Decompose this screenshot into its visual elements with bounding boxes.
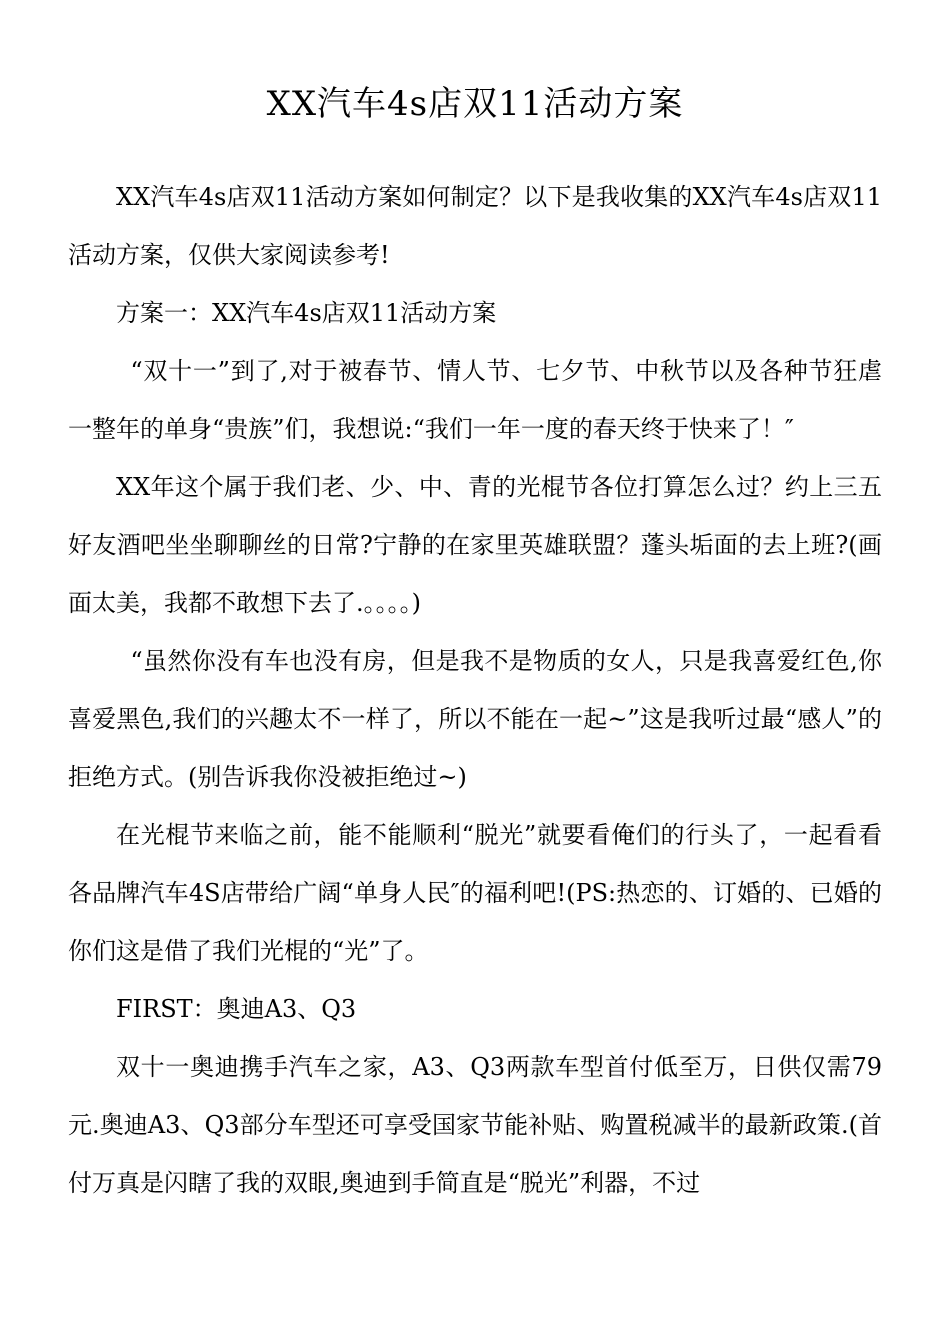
paragraph-singles-day-plans: XX年这个属于我们老、少、中、青的光棍节各位打算怎么过？约上三五好友酒吧坐坐聊聊丝的日常?宁静的在家里英雄联盟？蓬头垢面的去上班?(画面太美，我都不敢想下去了.。。。。) [68, 473, 882, 617]
document-title: XX汽车4s店双11活动方案 [266, 84, 684, 124]
document-body [68, 168, 882, 1212]
paragraph-double-eleven: “双十一”到了,对于被春节、情人节、七夕节、中秋节以及各种节狂虐一整年的单身“贵族”们，我想说:“我们一年一度的春天终于快来了！″ [68, 357, 882, 443]
paragraph-intro: XX汽车4s店双11活动方案如何制定？以下是我收集的XX汽车4s店双11活动方案，仅供大家阅读参考! [68, 183, 882, 269]
paragraph-first-heading: FIRST：奥迪A3、Q3 [116, 995, 357, 1023]
paragraph-plan-heading: 方案一：XX汽车4s店双11活动方案 [116, 299, 497, 327]
paragraph-dealer-benefits: 在光棍节来临之前，能不能顺利“脱光”就要看俺们的行头了，一起看看各品牌汽车4S店带给广阔“单身人民″的福利吧!(PS:热恋的、订婚的、已婚的你们这是借了我们光棍的“光”了。 [68, 821, 882, 965]
paragraph-audi-offer: 双十一奥迪携手汽车之家，A3、Q3两款车型首付低至万，日供仅需79元.奥迪A3、Q3部分车型还可享受国家节能补贴、购置税减半的最新政策.(首付万真是闪瞎了我的双眼,奥迪到手简直是“脱光”利器，不过 [68, 1053, 882, 1197]
paragraph-rejection-quote: “虽然你没有车也没有房，但是我不是物质的女人，只是我喜爱红色,你喜爱黑色,我们的兴趣太不一样了，所以不能在一起~”这是我听过最“感人”的拒绝方式。(别告诉我你没被拒绝过~) [68, 647, 882, 791]
